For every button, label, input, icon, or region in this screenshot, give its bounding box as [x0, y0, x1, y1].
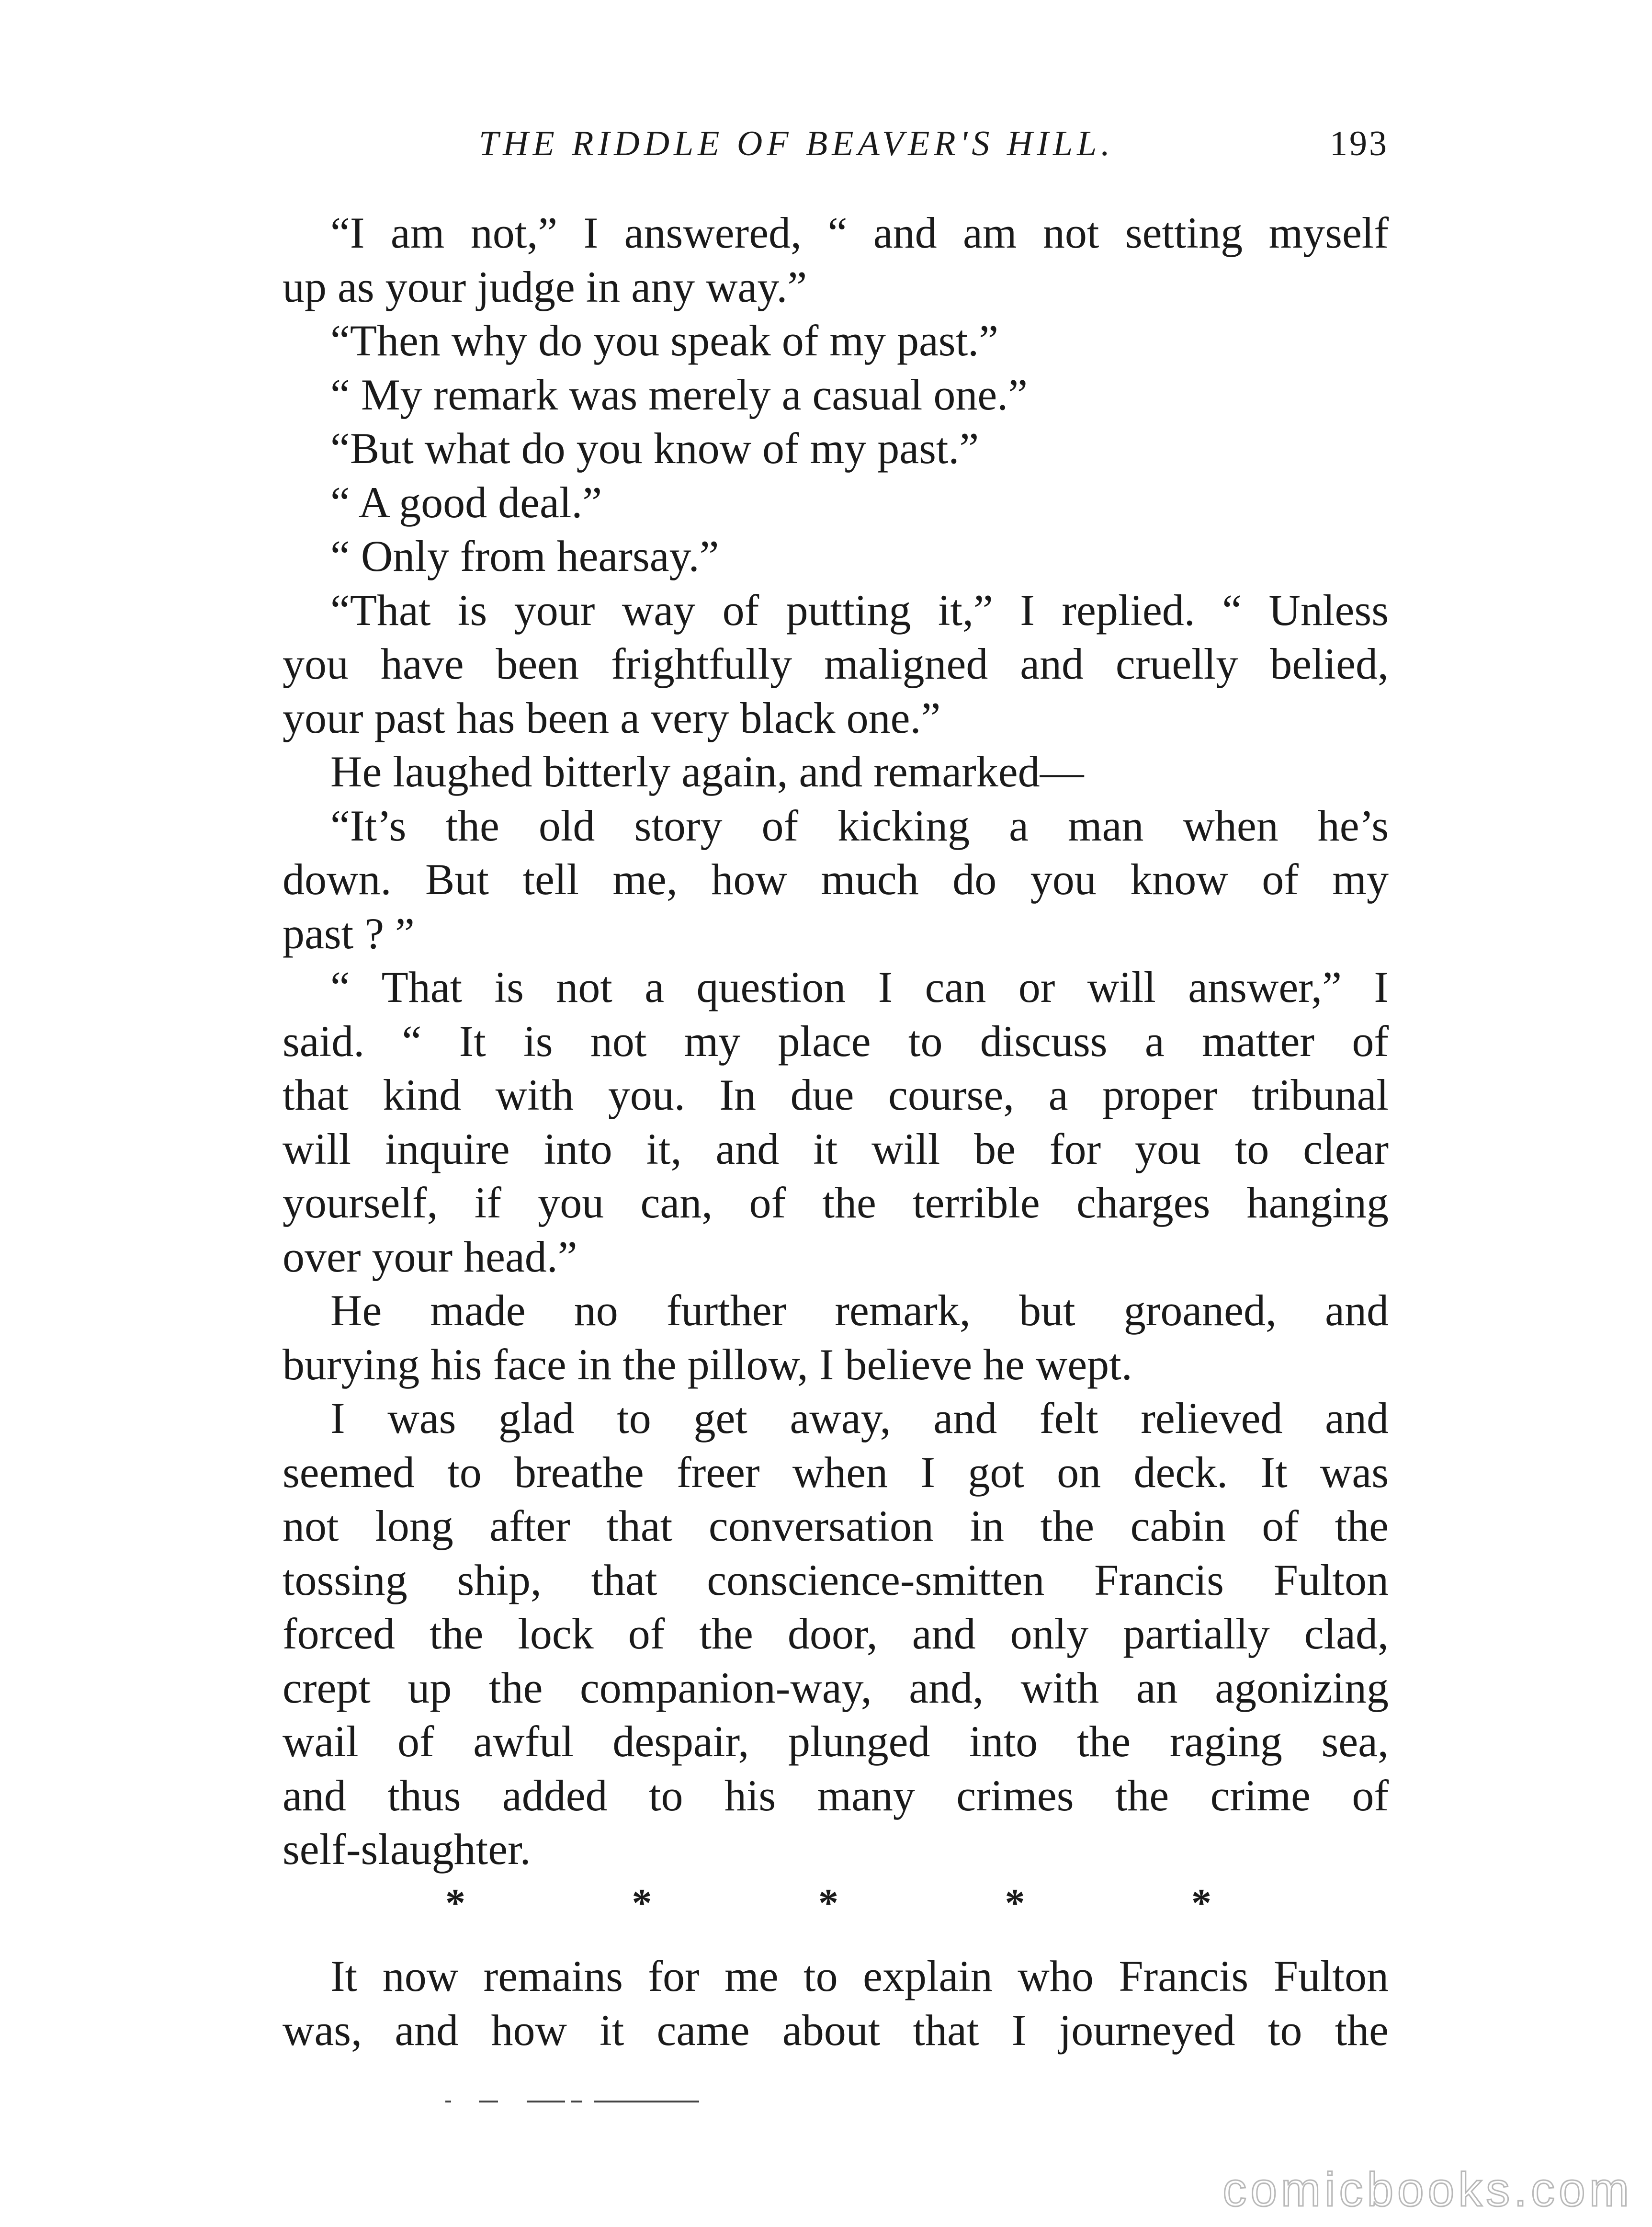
printers-rule	[445, 2101, 699, 2103]
text-line: up as your judge in any way.”	[283, 262, 807, 311]
asterisk: *	[632, 1881, 652, 1926]
text-line: down. But tell me, how much do you know of my	[283, 855, 1389, 904]
asterisk: *	[445, 1881, 465, 1926]
text-line: “That is your way of putting it,” I replied. “ Unless	[330, 585, 1389, 635]
text-line: over your head.”	[283, 1232, 577, 1281]
page-number: 193	[1330, 124, 1389, 163]
text-line: that kind with you. In due course, a proper tribunal	[283, 1070, 1389, 1119]
text-line: yourself, if you can, of the terrible charges hanging	[283, 1178, 1389, 1227]
watermark: comicbooks.com	[1222, 2163, 1633, 2216]
text-line: wail of awful despair, plunged into the raging sea,	[283, 1717, 1389, 1766]
text-line: crept up the companion-way, and, with an agonizing	[283, 1663, 1389, 1712]
text-line: “ A good deal.”	[330, 477, 602, 527]
text-line: seemed to breathe freer when I got on deck. It was	[283, 1447, 1389, 1497]
text-line: He made no further remark, but groaned, and	[330, 1286, 1389, 1335]
running-head	[287, 115, 1389, 172]
text-line: He laughed bitterly again, and remarked—	[330, 747, 1084, 796]
body-text	[283, 206, 1389, 2057]
text-line: self-slaughter.	[283, 1825, 531, 1874]
text-line: was, and how it came about that I journeyed to the	[283, 2005, 1389, 2055]
text-line: tossing ship, that conscience-smitten Francis Fulton	[283, 1555, 1389, 1604]
asterisk: *	[818, 1881, 838, 1926]
text-line: I was glad to get away, and felt relieved and	[330, 1394, 1389, 1443]
text-line: you have been frightfully maligned and cruelly belied,	[283, 639, 1389, 688]
asterisk: *	[1005, 1881, 1025, 1926]
text-line: “ That is not a question I can or will answer,” I	[330, 963, 1389, 1011]
text-line: “Then why do you speak of my past.”	[330, 316, 999, 365]
text-line: It now remains for me to explain who Francis Fulton	[330, 1952, 1389, 2000]
text-line: “ My remark was merely a casual one.”	[330, 370, 1028, 419]
section-break-asterism	[445, 1876, 1211, 1931]
text-line: “But what do you know of my past.”	[330, 424, 979, 473]
asterisk: *	[1191, 1881, 1211, 1926]
running-title: THE RIDDLE OF BEAVER'S HILL.	[479, 124, 1114, 163]
text-line: burying his face in the pillow, I believe he wept.	[283, 1340, 1132, 1389]
text-line: not long after that conversation in the cabin of the	[283, 1501, 1389, 1550]
text-line: “It’s the old story of kicking a man when he’s	[330, 801, 1389, 850]
text-line: “I am not,” I answered, “ and am not setting myself	[330, 208, 1389, 257]
text-line: your past has been a very black one.”	[283, 693, 941, 742]
text-line: past ? ”	[283, 909, 415, 958]
text-line: “ Only from hearsay.”	[330, 532, 719, 580]
text-line: forced the lock of the door, and only partially clad,	[283, 1609, 1389, 1658]
text-line: will inquire into it, and it will be for you to clear	[283, 1124, 1389, 1173]
text-line: and thus added to his many crimes the crime of	[283, 1771, 1389, 1820]
text-line: said. “ It is not my place to discuss a matter of	[283, 1016, 1389, 1066]
